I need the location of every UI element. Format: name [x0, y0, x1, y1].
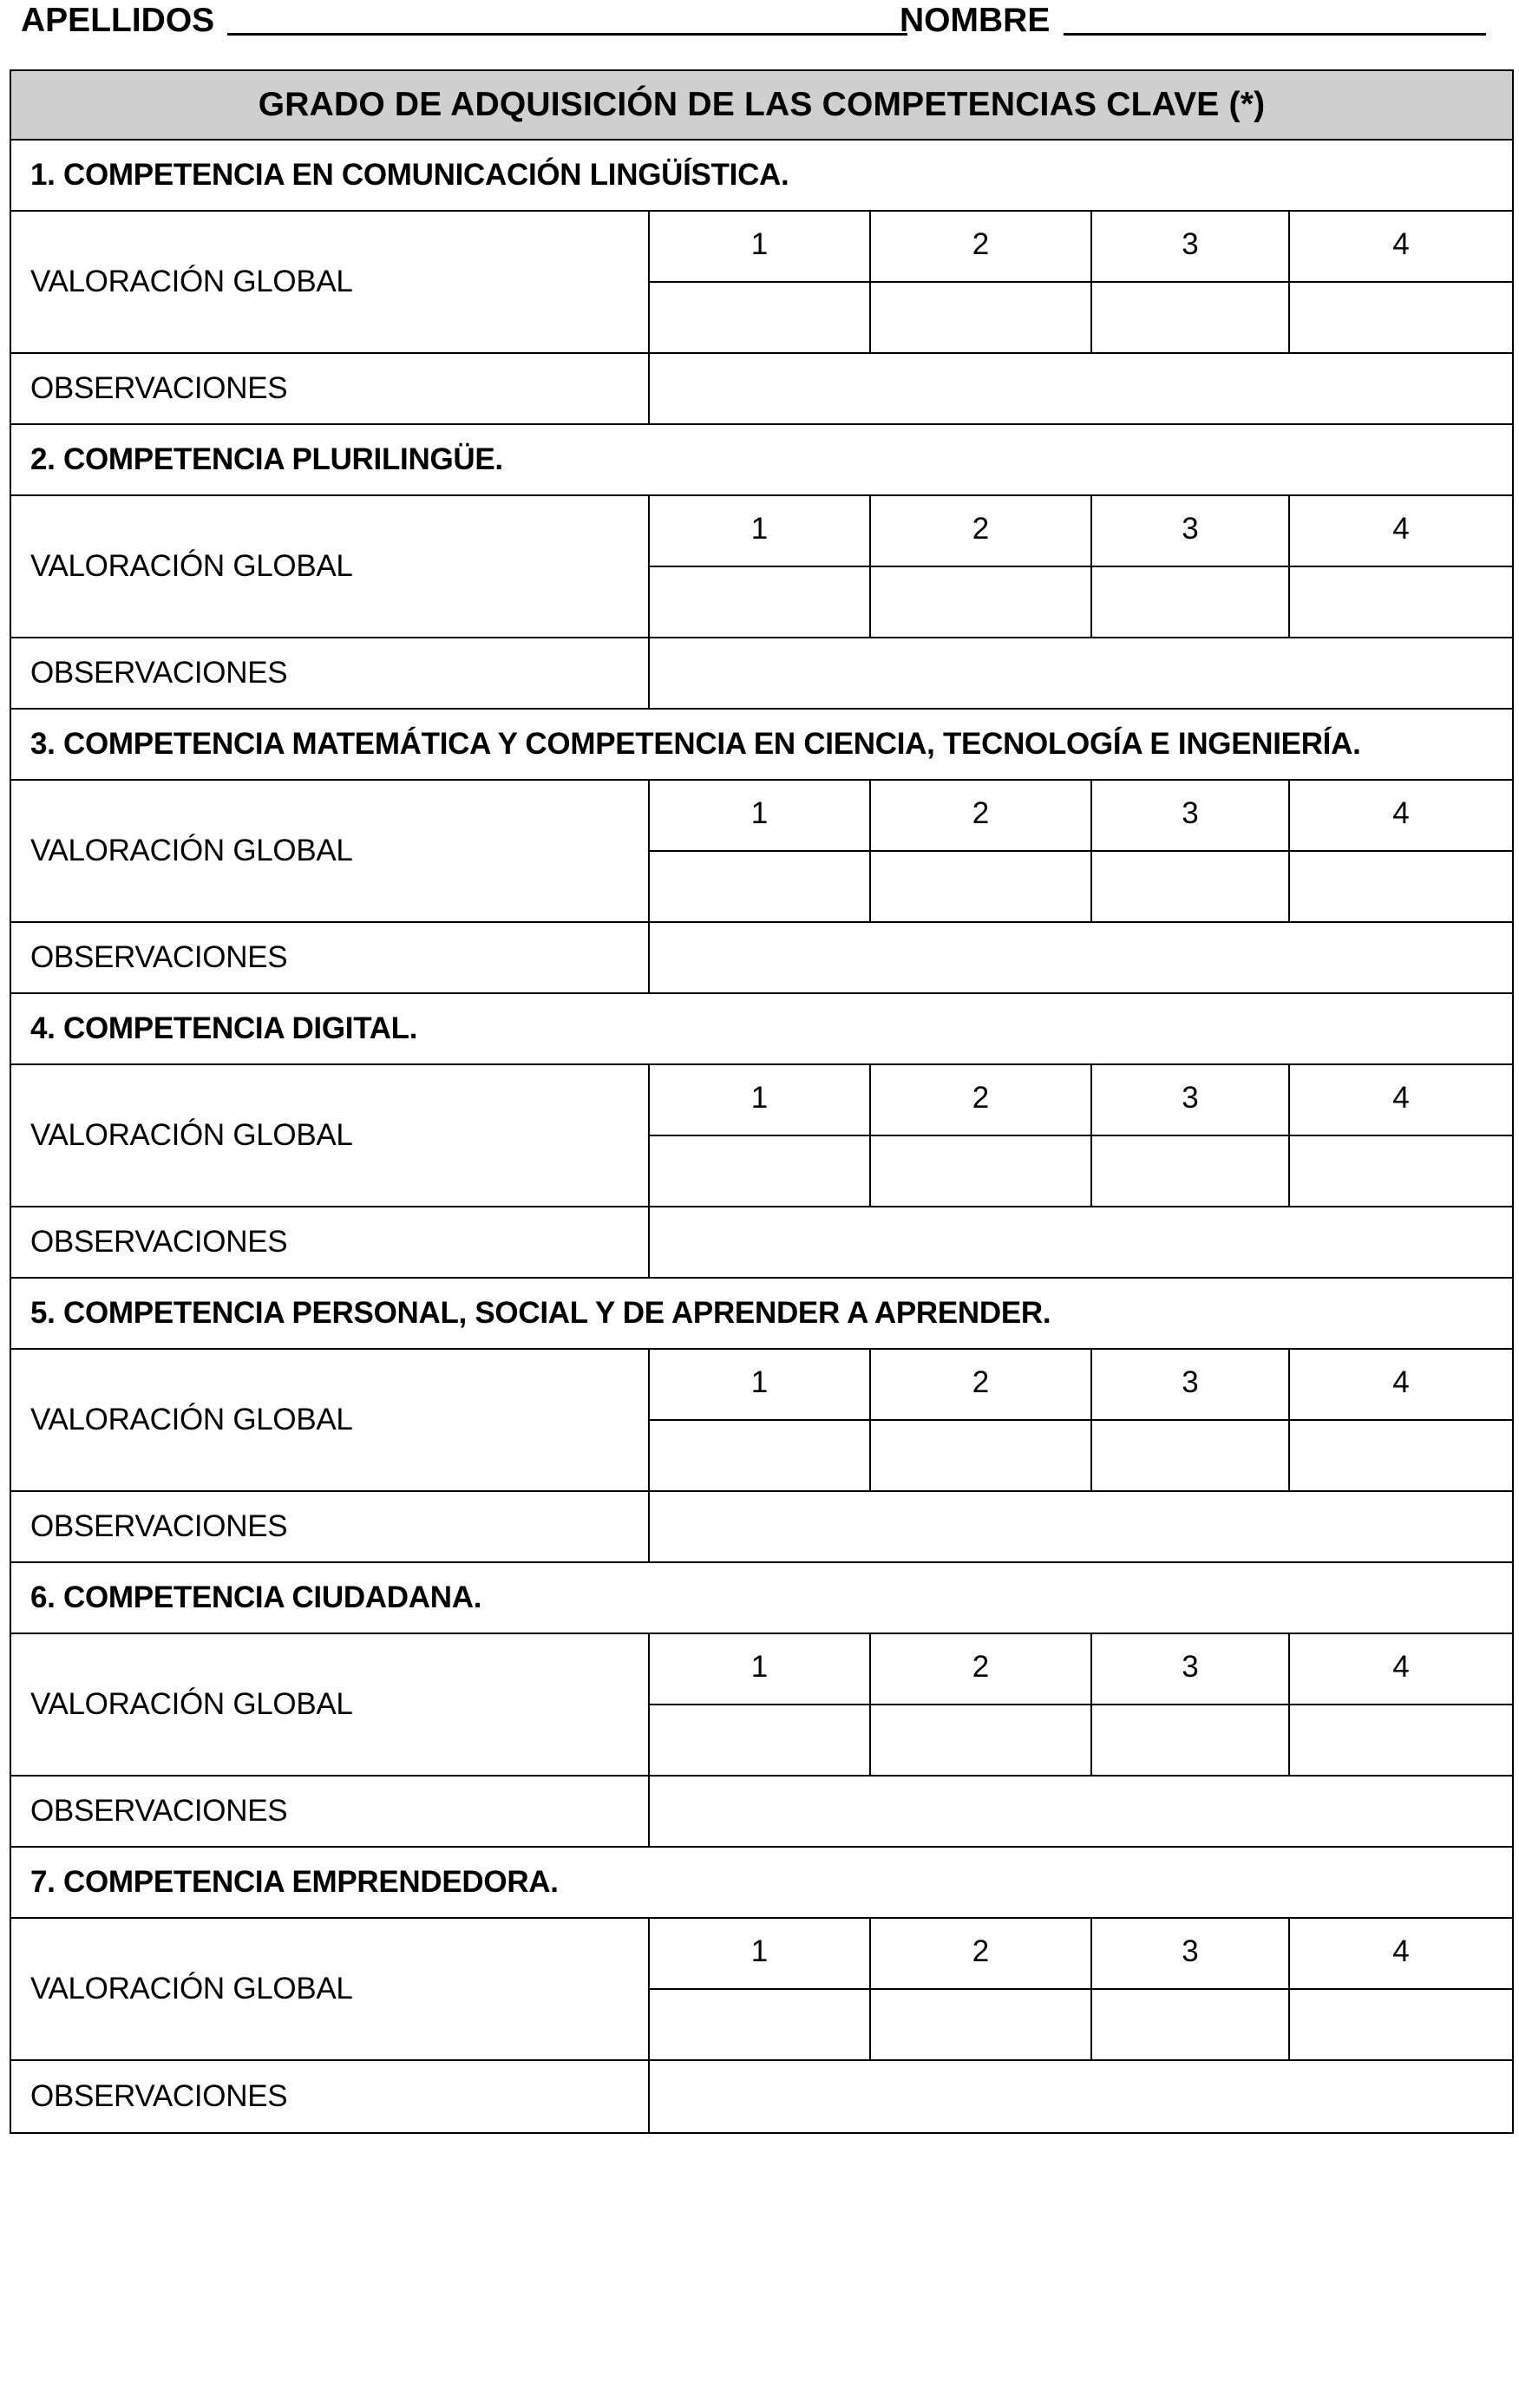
rating-level-2-cell[interactable] — [871, 567, 1092, 637]
rating-level-1-label: 1 — [650, 1919, 871, 1988]
observations-row — [11, 2061, 1512, 2132]
rating-level-2-cell[interactable] — [871, 1136, 1092, 1206]
observations-row — [11, 638, 1512, 710]
rating-level-1-cell[interactable] — [650, 1421, 871, 1490]
observations-row — [11, 354, 1512, 425]
rating-scale — [650, 1919, 1512, 2059]
observations-label: OBSERVACIONES — [11, 638, 650, 708]
student-header — [21, 0, 1496, 43]
rating-scale — [650, 1065, 1512, 1206]
rating-level-3-label: 3 — [1092, 1350, 1290, 1419]
observations-label: OBSERVACIONES — [11, 923, 650, 992]
surname-field[interactable] — [227, 33, 907, 36]
rating-scale-cells — [650, 1705, 1512, 1775]
rating-level-4-cell[interactable] — [1290, 567, 1512, 637]
rating-level-1-label: 1 — [650, 1350, 871, 1419]
rating-level-3-label: 3 — [1092, 1919, 1290, 1988]
global-assessment-label: VALORACIÓN GLOBAL — [11, 781, 650, 921]
rating-level-1-cell[interactable] — [650, 852, 871, 921]
global-assessment-row — [11, 1350, 1512, 1492]
competency-title: 2. COMPETENCIA PLURILINGÜE. — [11, 425, 1512, 496]
rating-level-2-label: 2 — [871, 1350, 1092, 1419]
observations-field[interactable] — [650, 638, 1512, 708]
rating-level-4-cell[interactable] — [1290, 283, 1512, 352]
rating-level-2-cell[interactable] — [871, 283, 1092, 352]
global-assessment-row — [11, 1919, 1512, 2061]
rating-level-2-cell[interactable] — [871, 852, 1092, 921]
competency-title: 1. COMPETENCIA EN COMUNICACIÓN LINGÜÍSTICA. — [11, 141, 1512, 212]
observations-field[interactable] — [650, 2061, 1512, 2132]
global-assessment-row — [11, 1065, 1512, 1207]
rating-level-4-cell[interactable] — [1290, 1421, 1512, 1490]
rating-scale-header — [650, 1919, 1512, 1990]
name-field[interactable] — [1064, 33, 1486, 36]
rating-level-1-label: 1 — [650, 1065, 871, 1135]
observations-field[interactable] — [650, 354, 1512, 423]
rating-level-3-cell[interactable] — [1092, 567, 1290, 637]
rating-level-4-cell[interactable] — [1290, 1705, 1512, 1775]
rating-level-1-cell[interactable] — [650, 1136, 871, 1206]
competencies-table — [10, 69, 1514, 2134]
rating-level-3-label: 3 — [1092, 781, 1290, 850]
competency-section-7 — [11, 1848, 1512, 2132]
rating-level-4-label: 4 — [1392, 227, 1410, 261]
rating-level-3-cell[interactable] — [1092, 1705, 1290, 1775]
global-assessment-label: VALORACIÓN GLOBAL — [11, 1919, 650, 2059]
rating-level-2-label: 2 — [871, 781, 1092, 850]
surname-label: APELLIDOS — [21, 2, 215, 39]
rating-scale-cells — [650, 1421, 1512, 1490]
rating-level-2-label: 2 — [871, 1634, 1092, 1704]
rating-scale-cells — [650, 1136, 1512, 1206]
rating-level-3-label: 3 — [1092, 496, 1290, 566]
rating-level-4-label: 4 — [1392, 1365, 1410, 1399]
rating-level-3-cell[interactable] — [1092, 1136, 1290, 1206]
observations-field[interactable] — [650, 1207, 1512, 1277]
rating-level-2-label: 2 — [871, 212, 1092, 281]
rating-level-1-cell[interactable] — [650, 283, 871, 352]
competency-title: 3. COMPETENCIA MATEMÁTICA Y COMPETENCIA EN CIENCIA, TECNOLOGÍA E INGENIERÍA. — [11, 710, 1512, 781]
rating-level-4-label: 4 — [1392, 796, 1410, 830]
rating-level-4-cell[interactable] — [1290, 1990, 1512, 2059]
rating-scale-cells — [650, 567, 1512, 637]
rating-scale-header — [650, 1350, 1512, 1421]
rating-level-1-label: 1 — [650, 1634, 871, 1704]
rating-level-3-label: 3 — [1092, 1634, 1290, 1704]
rating-level-3-cell[interactable] — [1092, 852, 1290, 921]
observations-label: OBSERVACIONES — [11, 1492, 650, 1561]
observations-label: OBSERVACIONES — [11, 354, 650, 423]
observations-field[interactable] — [650, 923, 1512, 992]
global-assessment-label: VALORACIÓN GLOBAL — [11, 1065, 650, 1206]
rating-scale-cells — [650, 1990, 1512, 2059]
rating-level-1-label: 1 — [650, 212, 871, 281]
global-assessment-row — [11, 1634, 1512, 1777]
rating-scale — [650, 1350, 1512, 1490]
rating-level-2-label: 2 — [871, 496, 1092, 566]
observations-field[interactable] — [650, 1777, 1512, 1846]
observations-label: OBSERVACIONES — [11, 1207, 650, 1277]
rating-scale — [650, 496, 1512, 637]
sections-list — [11, 141, 1512, 2132]
competency-section-2 — [11, 425, 1512, 710]
rating-scale-cells — [650, 852, 1512, 921]
observations-row — [11, 1777, 1512, 1848]
rating-scale-header — [650, 1065, 1512, 1136]
competency-section-1 — [11, 141, 1512, 425]
rating-level-3-label: 3 — [1092, 212, 1290, 281]
rating-scale-cells — [650, 283, 1512, 352]
global-assessment-label: VALORACIÓN GLOBAL — [11, 1350, 650, 1490]
rating-level-1-cell[interactable] — [650, 1705, 871, 1775]
rating-level-1-label: 1 — [650, 496, 871, 566]
rating-level-3-label: 3 — [1092, 1065, 1290, 1135]
global-assessment-label: VALORACIÓN GLOBAL — [11, 1634, 650, 1775]
rating-level-3-cell[interactable] — [1092, 1421, 1290, 1490]
rating-level-2-cell[interactable] — [871, 1421, 1092, 1490]
rating-level-4-cell[interactable] — [1290, 1136, 1512, 1206]
rating-level-2-cell[interactable] — [871, 1705, 1092, 1775]
rating-level-3-cell[interactable] — [1092, 283, 1290, 352]
rating-level-4-label: 4 — [1392, 1934, 1410, 1968]
name-label: NOMBRE — [900, 2, 1051, 39]
rating-level-1-cell[interactable] — [650, 1990, 871, 2059]
observations-label: OBSERVACIONES — [11, 2061, 650, 2132]
competency-title: 5. COMPETENCIA PERSONAL, SOCIAL Y DE APRENDER A APRENDER. — [11, 1279, 1512, 1350]
rating-level-4-cell[interactable] — [1290, 852, 1512, 921]
rating-scale — [650, 781, 1512, 921]
observations-row — [11, 1207, 1512, 1279]
rating-scale-header — [650, 1634, 1512, 1705]
rating-level-1-cell[interactable] — [650, 567, 871, 637]
global-assessment-label: VALORACIÓN GLOBAL — [11, 212, 650, 352]
rating-level-2-label: 2 — [871, 1065, 1092, 1135]
global-assessment-row — [11, 781, 1512, 923]
competency-section-5 — [11, 1279, 1512, 1563]
global-assessment-row — [11, 496, 1512, 638]
rating-level-1-label: 1 — [650, 781, 871, 850]
rating-level-4-label: 4 — [1392, 1081, 1410, 1115]
competency-section-3 — [11, 710, 1512, 994]
competency-title: 4. COMPETENCIA DIGITAL. — [11, 994, 1512, 1065]
competency-section-6 — [11, 1563, 1512, 1848]
rating-level-4-label: 4 — [1392, 1650, 1410, 1684]
rating-scale — [650, 212, 1512, 352]
observations-row — [11, 923, 1512, 994]
global-assessment-row — [11, 212, 1512, 354]
rating-level-4-label: 4 — [1392, 512, 1410, 546]
observations-row — [11, 1492, 1512, 1563]
rating-scale-header — [650, 212, 1512, 283]
competency-title: 6. COMPETENCIA CIUDADANA. — [11, 1563, 1512, 1634]
table-title: GRADO DE ADQUISICIÓN DE LAS COMPETENCIAS CLAVE (*) — [11, 71, 1512, 141]
rating-scale — [650, 1634, 1512, 1775]
competency-section-4 — [11, 994, 1512, 1279]
rating-scale-header — [650, 781, 1512, 852]
rating-level-2-label: 2 — [871, 1919, 1092, 1988]
rating-scale-header — [650, 496, 1512, 567]
competency-title: 7. COMPETENCIA EMPRENDEDORA. — [11, 1848, 1512, 1919]
global-assessment-label: VALORACIÓN GLOBAL — [11, 496, 650, 637]
rating-level-2-cell[interactable] — [871, 1990, 1092, 2059]
observations-field[interactable] — [650, 1492, 1512, 1561]
observations-label: OBSERVACIONES — [11, 1777, 650, 1846]
rating-level-3-cell[interactable] — [1092, 1990, 1290, 2059]
